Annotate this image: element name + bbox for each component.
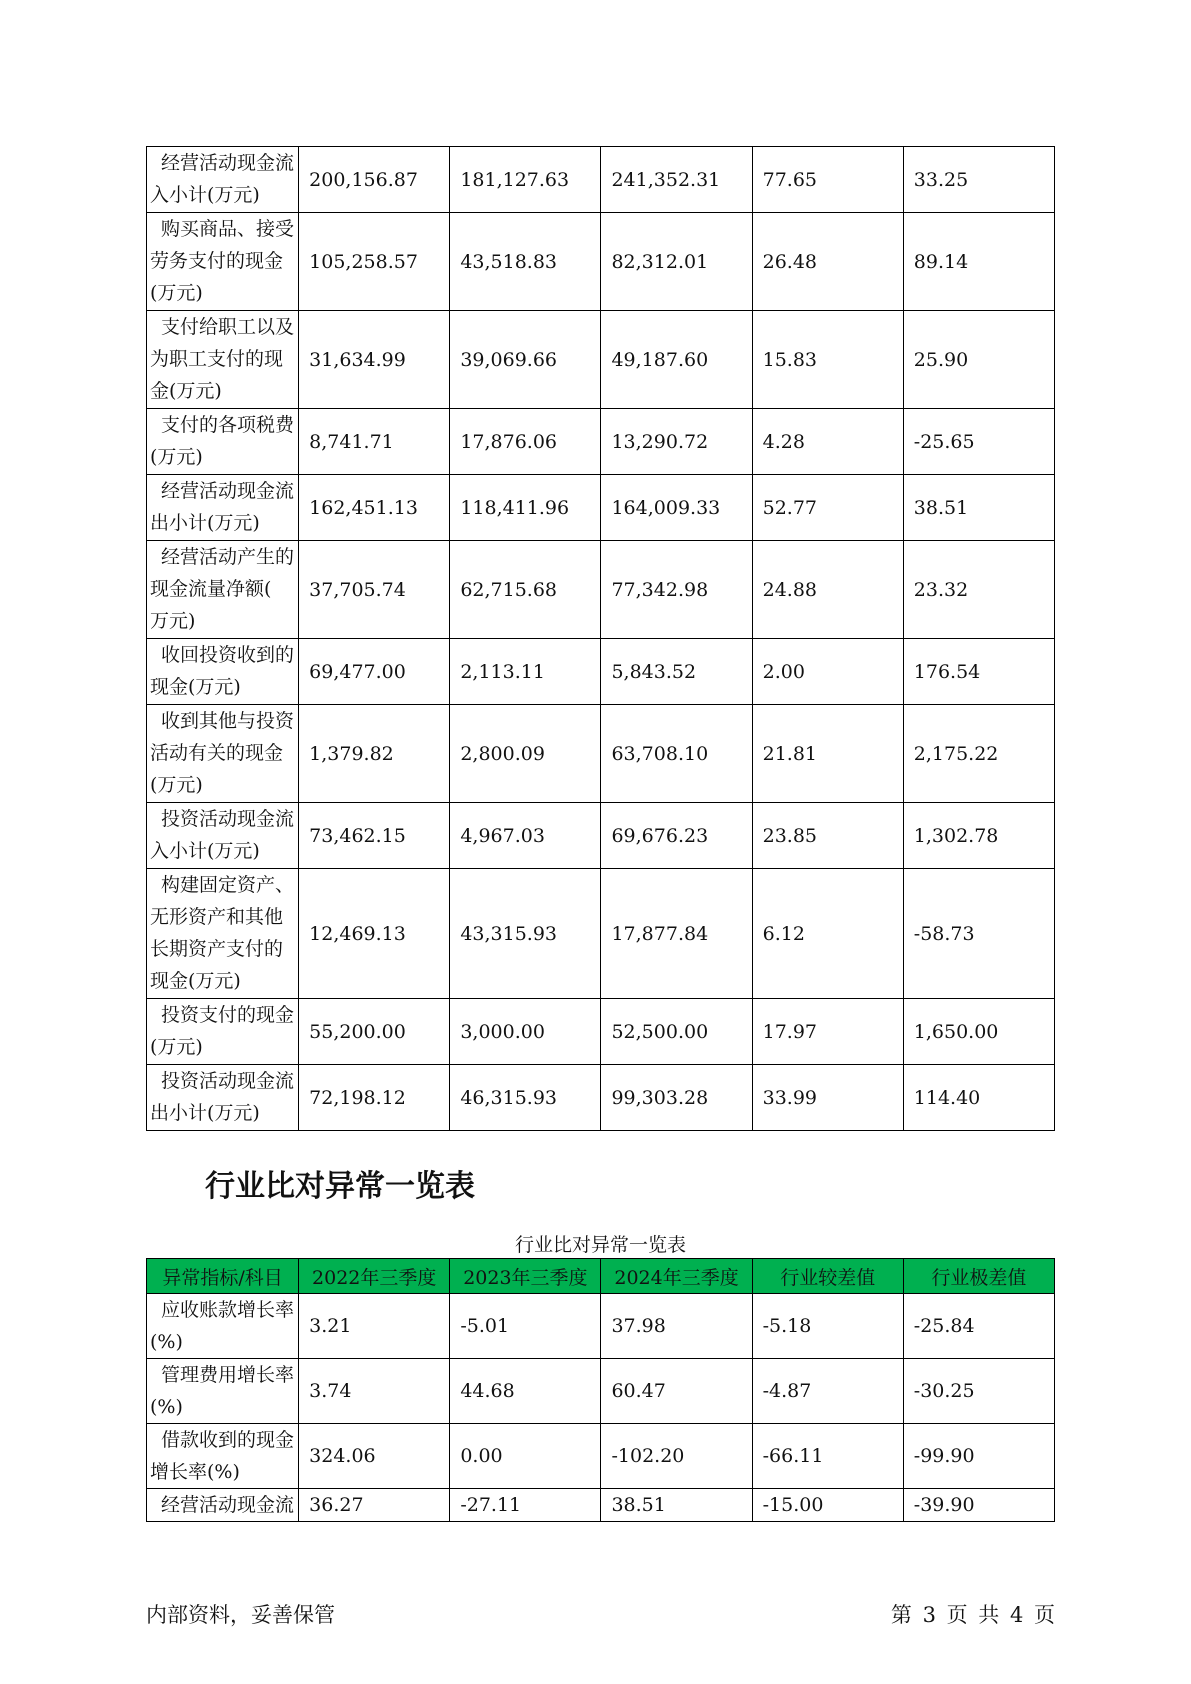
table-cell: 46,315.93 xyxy=(450,1065,601,1131)
table-cell: -58.73 xyxy=(903,869,1054,999)
footer-page-number: 第 3 页 共 4 页 xyxy=(890,1603,1055,1627)
row-label: 购买商品、接受 劳务支付的现金 (万元) xyxy=(147,213,299,311)
column-header: 2024年三季度 xyxy=(601,1259,752,1294)
table-cell: 43,518.83 xyxy=(450,213,601,311)
table-cell: 23.85 xyxy=(752,803,903,869)
table-cell: 24.88 xyxy=(752,541,903,639)
table-row xyxy=(147,1359,1055,1424)
column-header: 2022年三季度 xyxy=(299,1259,450,1294)
table-cell: -27.11 xyxy=(450,1489,601,1522)
table-cell: 3.21 xyxy=(299,1294,450,1359)
table-cell: 118,411.96 xyxy=(450,475,601,541)
table-cell: 162,451.13 xyxy=(299,475,450,541)
table-cell: 8,741.71 xyxy=(299,409,450,475)
footer-confidential-note: 内部资料，妥善保管 xyxy=(146,1603,335,1627)
table-cell: 12,469.13 xyxy=(299,869,450,999)
table-cell: -30.25 xyxy=(903,1359,1054,1424)
table-row xyxy=(147,213,1055,311)
table-row xyxy=(147,999,1055,1065)
table-cell: -66.11 xyxy=(752,1424,903,1489)
table-row xyxy=(147,475,1055,541)
table-cell: -5.01 xyxy=(450,1294,601,1359)
table-cell: 2.00 xyxy=(752,639,903,705)
table-cell: 25.90 xyxy=(903,311,1054,409)
table-row xyxy=(147,409,1055,475)
table-cell: 38.51 xyxy=(903,475,1054,541)
column-header: 2023年三季度 xyxy=(450,1259,601,1294)
table-cell: 36.27 xyxy=(299,1489,450,1522)
table-row xyxy=(147,639,1055,705)
table-row xyxy=(147,541,1055,639)
table-cell: 114.40 xyxy=(903,1065,1054,1131)
column-header: 行业极差值 xyxy=(903,1259,1054,1294)
table-cell: -15.00 xyxy=(752,1489,903,1522)
table-cell: 63,708.10 xyxy=(601,705,752,803)
table-cell: 105,258.57 xyxy=(299,213,450,311)
table-cell: 200,156.87 xyxy=(299,147,450,213)
table-cell: 26.48 xyxy=(752,213,903,311)
table-cell: -5.18 xyxy=(752,1294,903,1359)
header-row xyxy=(147,1259,1055,1294)
row-label: 投资支付的现金 (万元) xyxy=(147,999,299,1065)
table-cell: 39,069.66 xyxy=(450,311,601,409)
table-cell: 1,650.00 xyxy=(903,999,1054,1065)
table-cell: 17.97 xyxy=(752,999,903,1065)
table-cell: 38.51 xyxy=(601,1489,752,1522)
table-cell: 4.28 xyxy=(752,409,903,475)
table-cell: 73,462.15 xyxy=(299,803,450,869)
table-caption: 行业比对异常一览表 xyxy=(514,1234,686,1256)
table-cell: -99.90 xyxy=(903,1424,1054,1489)
section-heading: 行业比对异常一览表 xyxy=(205,1169,475,1204)
row-label: 经营活动现金流 xyxy=(147,1489,299,1522)
table-cell: 49,187.60 xyxy=(601,311,752,409)
row-label: 投资活动现金流 出小计(万元) xyxy=(147,1065,299,1131)
table-cell: 5,843.52 xyxy=(601,639,752,705)
table-cell: 21.81 xyxy=(752,705,903,803)
table-cell: 4,967.03 xyxy=(450,803,601,869)
table-row xyxy=(147,311,1055,409)
table-row xyxy=(147,1065,1055,1131)
table-cell: 1,379.82 xyxy=(299,705,450,803)
table-cell: 99,303.28 xyxy=(601,1065,752,1131)
table-cell: 15.83 xyxy=(752,311,903,409)
table-cell: 181,127.63 xyxy=(450,147,601,213)
row-label: 经营活动现金流 入小计(万元) xyxy=(147,147,299,213)
column-header: 异常指标/科目 xyxy=(147,1259,299,1294)
table-cell: 2,175.22 xyxy=(903,705,1054,803)
table-cell: 33.99 xyxy=(752,1065,903,1131)
table-cell: 82,312.01 xyxy=(601,213,752,311)
table-row xyxy=(147,803,1055,869)
table-cell: 52.77 xyxy=(752,475,903,541)
table-cell: 77,342.98 xyxy=(601,541,752,639)
table-row xyxy=(147,1424,1055,1489)
row-label: 支付的各项税费 (万元) xyxy=(147,409,299,475)
table-row xyxy=(147,869,1055,999)
table-cell: 1,302.78 xyxy=(903,803,1054,869)
table-cell: 72,198.12 xyxy=(299,1065,450,1131)
table-cell: 33.25 xyxy=(903,147,1054,213)
table-cell: 3.74 xyxy=(299,1359,450,1424)
row-label: 管理费用增长率 (%) xyxy=(147,1359,299,1424)
table-cell: 176.54 xyxy=(903,639,1054,705)
table-cell: 241,352.31 xyxy=(601,147,752,213)
table-cell: 89.14 xyxy=(903,213,1054,311)
table-cell: -25.84 xyxy=(903,1294,1054,1359)
table-cell: 17,876.06 xyxy=(450,409,601,475)
table-cell: 13,290.72 xyxy=(601,409,752,475)
table-cell: 43,315.93 xyxy=(450,869,601,999)
table-cell: 2,113.11 xyxy=(450,639,601,705)
column-header: 行业较差值 xyxy=(752,1259,903,1294)
industry-anomaly-table xyxy=(146,1258,1055,1522)
row-label: 投资活动现金流 入小计(万元) xyxy=(147,803,299,869)
table-cell: -102.20 xyxy=(601,1424,752,1489)
table-cell: 60.47 xyxy=(601,1359,752,1424)
table-cell: 62,715.68 xyxy=(450,541,601,639)
table-cell: 31,634.99 xyxy=(299,311,450,409)
table-cell: 37,705.74 xyxy=(299,541,450,639)
table-cell: -25.65 xyxy=(903,409,1054,475)
table-cell: 37.98 xyxy=(601,1294,752,1359)
table-cell: 69,676.23 xyxy=(601,803,752,869)
row-label: 收回投资收到的 现金(万元) xyxy=(147,639,299,705)
table-cell: 55,200.00 xyxy=(299,999,450,1065)
row-label: 应收账款增长率 (%) xyxy=(147,1294,299,1359)
table-cell: 44.68 xyxy=(450,1359,601,1424)
table-cell: 2,800.09 xyxy=(450,705,601,803)
table-cell: 23.32 xyxy=(903,541,1054,639)
row-label: 收到其他与投资 活动有关的现金 (万元) xyxy=(147,705,299,803)
table-cell: -39.90 xyxy=(903,1489,1054,1522)
table-cell: 69,477.00 xyxy=(299,639,450,705)
cashflow-table xyxy=(146,146,1055,1131)
table-cell: 52,500.00 xyxy=(601,999,752,1065)
table-cell: 17,877.84 xyxy=(601,869,752,999)
table-row xyxy=(147,1489,1055,1522)
table-cell: 164,009.33 xyxy=(601,475,752,541)
row-label: 经营活动产生的 现金流量净额( 万元) xyxy=(147,541,299,639)
table-row xyxy=(147,705,1055,803)
row-label: 构建固定资产、 无形资产和其他 长期资产支付的 现金(万元) xyxy=(147,869,299,999)
table-cell: -4.87 xyxy=(752,1359,903,1424)
table-cell: 6.12 xyxy=(752,869,903,999)
table-cell: 77.65 xyxy=(752,147,903,213)
row-label: 经营活动现金流 出小计(万元) xyxy=(147,475,299,541)
table-row xyxy=(147,1294,1055,1359)
table-cell: 3,000.00 xyxy=(450,999,601,1065)
row-label: 支付给职工以及 为职工支付的现 金(万元) xyxy=(147,311,299,409)
table-cell: 324.06 xyxy=(299,1424,450,1489)
table-cell: 0.00 xyxy=(450,1424,601,1489)
table-row xyxy=(147,147,1055,213)
row-label: 借款收到的现金 增长率(%) xyxy=(147,1424,299,1489)
